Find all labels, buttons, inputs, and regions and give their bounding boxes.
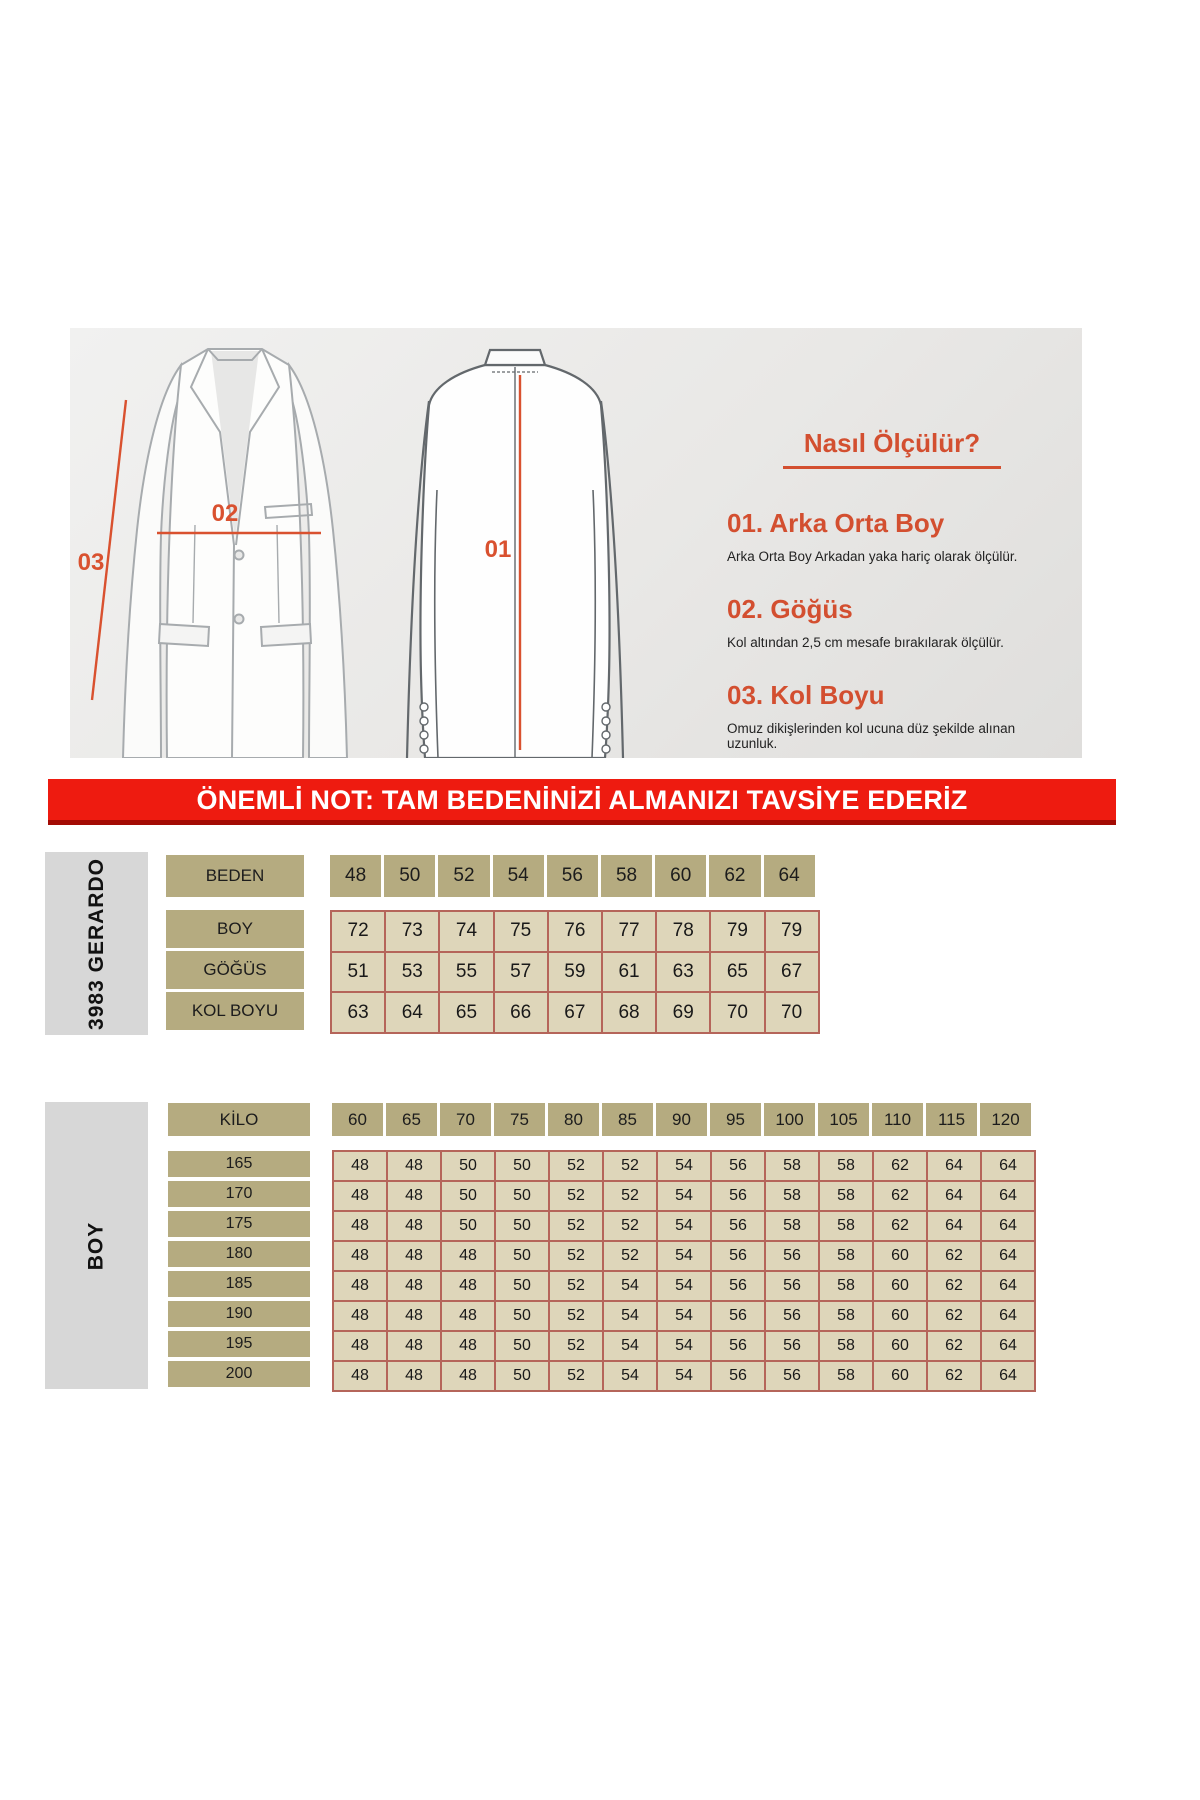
size-value-cell: 79 [765, 911, 819, 952]
size-value-cell: 52 [603, 1241, 657, 1271]
table-row [333, 1361, 1035, 1391]
size-value-cell: 48 [441, 1271, 495, 1301]
height-label: 190 [168, 1301, 310, 1327]
size-value-cell: 48 [387, 1331, 441, 1361]
size-value-cell: 54 [657, 1181, 711, 1211]
size-value-cell: 52 [549, 1211, 603, 1241]
table-row [333, 1271, 1035, 1301]
measure-guide-items [727, 428, 1057, 758]
height-label: 200 [168, 1361, 310, 1387]
size-value-cell: 48 [387, 1361, 441, 1391]
size-value-cell: 77 [602, 911, 656, 952]
size-value-cell: 56 [711, 1361, 765, 1391]
size-value-cell: 64 [981, 1181, 1035, 1211]
size-value-cell: 48 [333, 1241, 387, 1271]
size-value-cell: 62 [927, 1361, 981, 1391]
size-value-cell: 60 [873, 1331, 927, 1361]
size-value-cell: 62 [873, 1151, 927, 1181]
size-value-cell: 62 [873, 1211, 927, 1241]
size-value-cell: 56 [711, 1211, 765, 1241]
size-value-cell: 50 [495, 1301, 549, 1331]
size-value-cell: 64 [981, 1361, 1035, 1391]
weight-header-cell: 65 [386, 1103, 440, 1136]
kilo-values-row [332, 1103, 1034, 1136]
model-row-labels [166, 910, 304, 1030]
size-value-cell: 58 [765, 1211, 819, 1241]
size-value-cell: 48 [333, 1181, 387, 1211]
size-value-cell: 48 [333, 1301, 387, 1331]
weight-header-cell: 75 [494, 1103, 548, 1136]
size-value-cell: 50 [495, 1151, 549, 1181]
size-value-cell: 62 [927, 1331, 981, 1361]
model-size-grid [330, 910, 820, 1034]
size-value-cell: 73 [385, 911, 439, 952]
size-value-cell: 64 [927, 1151, 981, 1181]
weight-header-cell: 110 [872, 1103, 926, 1136]
size-value-cell: 50 [495, 1361, 549, 1391]
size-value-cell: 50 [441, 1181, 495, 1211]
size-value-cell: 55 [439, 952, 493, 993]
row-label: GÖĞÜS [166, 951, 304, 989]
size-value-cell: 52 [603, 1211, 657, 1241]
size-header-cell: 52 [438, 855, 492, 897]
size-value-cell: 52 [549, 1241, 603, 1271]
size-header-cell: 62 [709, 855, 763, 897]
weight-header-cell: 70 [440, 1103, 494, 1136]
size-value-cell: 52 [549, 1271, 603, 1301]
height-label: 170 [168, 1181, 310, 1207]
size-value-cell: 56 [765, 1361, 819, 1391]
size-value-cell: 56 [765, 1331, 819, 1361]
weight-header-cell: 95 [710, 1103, 764, 1136]
measure-item-heading: 02. Göğüs [727, 594, 853, 624]
size-value-cell: 48 [441, 1301, 495, 1331]
measure-guide-item [727, 509, 1057, 564]
size-value-cell: 48 [333, 1271, 387, 1301]
size-value-cell: 54 [657, 1331, 711, 1361]
weight-header-cell: 105 [818, 1103, 872, 1136]
size-header-cell: 54 [493, 855, 547, 897]
size-value-cell: 48 [387, 1241, 441, 1271]
measure-guide [727, 428, 1057, 758]
size-value-cell: 70 [710, 992, 764, 1033]
measure-label-01: 01 [484, 536, 512, 563]
measure-item-description: Kol altından 2,5 cm mesafe bırakılarak ölçülür. [727, 635, 1004, 650]
size-value-cell: 51 [331, 952, 385, 993]
size-value-cell: 64 [981, 1241, 1035, 1271]
size-value-cell: 56 [711, 1241, 765, 1271]
size-header-cell: 64 [764, 855, 818, 897]
size-value-cell: 48 [387, 1301, 441, 1331]
size-value-cell: 54 [657, 1241, 711, 1271]
weight-header-cell: 80 [548, 1103, 602, 1136]
size-value-cell: 54 [657, 1151, 711, 1181]
size-value-cell: 52 [549, 1331, 603, 1361]
table-row [331, 952, 819, 993]
size-value-cell: 56 [765, 1301, 819, 1331]
size-value-cell: 60 [873, 1241, 927, 1271]
measure-guide-item [727, 681, 1057, 751]
size-value-cell: 79 [710, 911, 764, 952]
size-value-cell: 50 [495, 1211, 549, 1241]
table-row [331, 992, 819, 1033]
size-value-cell: 78 [656, 911, 710, 952]
height-label: 180 [168, 1241, 310, 1267]
size-value-cell: 54 [657, 1271, 711, 1301]
jacket-front-diagram [75, 335, 375, 758]
size-value-cell: 58 [819, 1361, 873, 1391]
measure-guide-item [727, 595, 1057, 650]
measure-item-heading: 03. Kol Boyu [727, 680, 885, 710]
size-value-cell: 64 [981, 1151, 1035, 1181]
size-value-cell: 48 [387, 1181, 441, 1211]
size-value-cell: 56 [765, 1241, 819, 1271]
size-value-cell: 63 [656, 952, 710, 993]
size-value-cell: 57 [494, 952, 548, 993]
size-value-cell: 50 [441, 1151, 495, 1181]
size-value-cell: 54 [657, 1301, 711, 1331]
weight-header-cell: 90 [656, 1103, 710, 1136]
jacket-back-diagram [385, 335, 645, 758]
table-row [333, 1211, 1035, 1241]
size-value-cell: 48 [333, 1331, 387, 1361]
weight-header-cell: 115 [926, 1103, 980, 1136]
size-value-cell: 60 [873, 1271, 927, 1301]
size-value-cell: 50 [495, 1331, 549, 1361]
size-value-cell: 50 [441, 1211, 495, 1241]
size-value-cell: 48 [333, 1361, 387, 1391]
size-value-cell: 58 [819, 1241, 873, 1271]
size-value-cell: 75 [494, 911, 548, 952]
size-header-cell: 60 [655, 855, 709, 897]
size-value-cell: 56 [765, 1271, 819, 1301]
size-value-cell: 54 [657, 1211, 711, 1241]
size-value-cell: 62 [873, 1181, 927, 1211]
size-value-cell: 59 [548, 952, 602, 993]
measure-item-description: Arka Orta Boy Arkadan yaka hariç olarak ölçülür. [727, 549, 1018, 564]
size-value-cell: 58 [819, 1151, 873, 1181]
size-value-cell: 52 [549, 1301, 603, 1331]
height-label: 175 [168, 1211, 310, 1237]
table-row [333, 1181, 1035, 1211]
size-value-cell: 52 [549, 1181, 603, 1211]
beden-header-label: BEDEN [166, 855, 304, 897]
table-row [333, 1151, 1035, 1181]
size-value-cell: 67 [548, 992, 602, 1033]
size-value-cell: 48 [441, 1241, 495, 1271]
size-value-cell: 64 [981, 1271, 1035, 1301]
size-value-cell: 54 [603, 1271, 657, 1301]
size-value-cell: 64 [981, 1301, 1035, 1331]
model-side-panel [45, 852, 148, 1035]
size-value-cell: 56 [711, 1181, 765, 1211]
size-value-cell: 74 [439, 911, 493, 952]
measure-item-heading: 01. Arka Orta Boy [727, 508, 945, 538]
size-value-cell: 60 [873, 1361, 927, 1391]
size-value-cell: 64 [981, 1211, 1035, 1241]
size-value-cell: 52 [603, 1181, 657, 1211]
measure-label-02: 02 [211, 500, 239, 527]
size-value-cell: 65 [439, 992, 493, 1033]
size-value-cell: 56 [711, 1331, 765, 1361]
size-header-cell: 50 [384, 855, 438, 897]
illustration-panel [70, 328, 1082, 758]
table-row [331, 911, 819, 952]
model-name-label: 3983 GERARDO [84, 857, 108, 1030]
size-header-cell: 58 [601, 855, 655, 897]
size-value-cell: 54 [603, 1361, 657, 1391]
weight-header-cell: 60 [332, 1103, 386, 1136]
kilo-header-label: KİLO [168, 1103, 310, 1136]
row-label: BOY [166, 910, 304, 948]
size-value-cell: 61 [602, 952, 656, 993]
size-value-cell: 50 [495, 1271, 549, 1301]
size-value-cell: 48 [333, 1211, 387, 1241]
size-value-cell: 52 [603, 1151, 657, 1181]
size-value-cell: 67 [765, 952, 819, 993]
size-value-cell: 69 [656, 992, 710, 1033]
important-note-banner: ÖNEMLİ NOT: TAM BEDENİNİZİ ALMANIZI TAVSİYE EDERİZ [48, 779, 1116, 825]
size-value-cell: 56 [711, 1271, 765, 1301]
size-value-cell: 76 [548, 911, 602, 952]
size-value-cell: 56 [711, 1151, 765, 1181]
size-value-cell: 64 [981, 1331, 1035, 1361]
size-value-cell: 60 [873, 1301, 927, 1331]
size-value-cell: 48 [333, 1151, 387, 1181]
size-value-cell: 65 [710, 952, 764, 993]
measure-label-03: 03 [77, 549, 105, 576]
size-value-cell: 58 [819, 1211, 873, 1241]
size-value-cell: 70 [765, 992, 819, 1033]
size-value-cell: 50 [495, 1241, 549, 1271]
size-value-cell: 58 [819, 1181, 873, 1211]
size-value-cell: 62 [927, 1241, 981, 1271]
size-value-cell: 53 [385, 952, 439, 993]
measure-item-description: Omuz dikişlerinden kol ucuna düz şekilde alınan uzunluk. [727, 721, 1016, 751]
size-value-cell: 58 [819, 1331, 873, 1361]
size-value-cell: 58 [819, 1271, 873, 1301]
size-value-cell: 62 [927, 1271, 981, 1301]
size-value-cell: 50 [495, 1181, 549, 1211]
beden-values-row [330, 855, 818, 897]
height-label: 185 [168, 1271, 310, 1297]
height-weight-grid [332, 1150, 1036, 1392]
size-value-cell: 48 [441, 1361, 495, 1391]
size-value-cell: 64 [927, 1211, 981, 1241]
size-value-cell: 63 [331, 992, 385, 1033]
weight-header-cell: 100 [764, 1103, 818, 1136]
measure-guide-title: Nasıl Ölçülür? [803, 428, 981, 458]
height-side-panel [45, 1102, 148, 1389]
size-value-cell: 48 [387, 1271, 441, 1301]
row-label: KOL BOYU [166, 992, 304, 1030]
table-row [333, 1331, 1035, 1361]
size-value-cell: 48 [441, 1331, 495, 1361]
weight-header-cell: 120 [980, 1103, 1034, 1136]
size-value-cell: 54 [657, 1361, 711, 1391]
size-value-cell: 58 [765, 1181, 819, 1211]
height-label: 195 [168, 1331, 310, 1357]
size-value-cell: 68 [602, 992, 656, 1033]
size-value-cell: 56 [711, 1301, 765, 1331]
size-value-cell: 58 [765, 1151, 819, 1181]
height-label: 165 [168, 1151, 310, 1177]
size-value-cell: 54 [603, 1301, 657, 1331]
size-value-cell: 52 [549, 1151, 603, 1181]
size-value-cell: 62 [927, 1301, 981, 1331]
table-row [333, 1241, 1035, 1271]
size-value-cell: 48 [387, 1151, 441, 1181]
size-value-cell: 54 [603, 1331, 657, 1361]
table-row [333, 1301, 1035, 1331]
size-value-cell: 64 [927, 1181, 981, 1211]
weight-header-cell: 85 [602, 1103, 656, 1136]
height-row-labels [168, 1151, 310, 1387]
size-value-cell: 58 [819, 1301, 873, 1331]
height-axis-label: BOY [84, 1221, 108, 1270]
size-value-cell: 66 [494, 992, 548, 1033]
size-header-cell: 56 [547, 855, 601, 897]
size-value-cell: 72 [331, 911, 385, 952]
size-value-cell: 64 [385, 992, 439, 1033]
size-header-cell: 48 [330, 855, 384, 897]
size-value-cell: 48 [387, 1211, 441, 1241]
size-value-cell: 52 [549, 1361, 603, 1391]
